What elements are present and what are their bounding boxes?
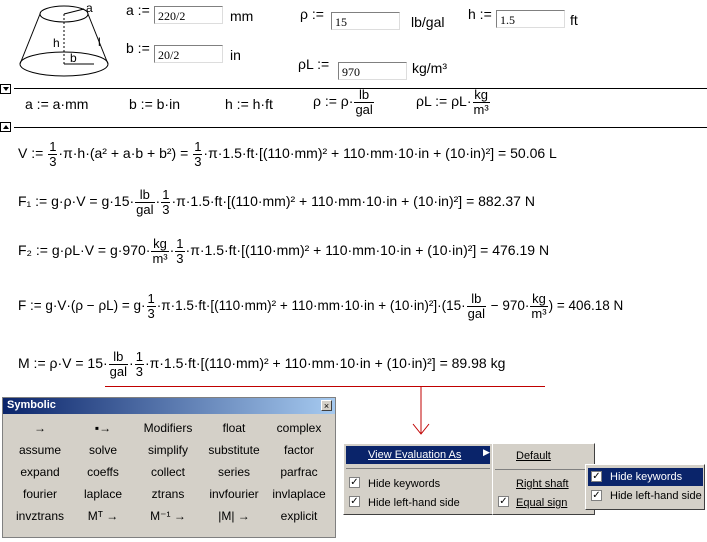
annotation-line xyxy=(105,386,545,387)
symbolic-button[interactable]: Mᵀ → xyxy=(87,509,119,523)
symbolic-button[interactable]: invlaplace xyxy=(272,487,326,501)
h-unit: ft xyxy=(570,12,578,28)
close-icon[interactable]: × xyxy=(321,400,332,411)
equation-mass: M := ρ·V = 15· $\frac{lb}{\text{gal}}$ · $\frac{1}{3}$ ·π·1.5·ft·[(110·mm)² + 110·mm·10·in + (10·in)²] = 89.98 kg xyxy=(18,349,506,379)
rho-def: ρ := ρ· $\frac{lb}{\text{gal}}$ xyxy=(313,87,373,117)
symbolic-title: Symbolic xyxy=(7,399,56,411)
rhoL-unit: kg/m³ xyxy=(412,60,447,76)
checkbox-icon[interactable]: ✓ xyxy=(350,477,359,488)
b-unit: in xyxy=(230,47,241,63)
submenu-item-right-shaft[interactable]: Right shaft xyxy=(516,478,569,490)
symbolic-button[interactable]: expand xyxy=(20,465,60,479)
a-label: a := xyxy=(126,2,150,18)
symbolic-button[interactable]: factor xyxy=(283,443,314,457)
symbolic-button[interactable]: → xyxy=(34,421,46,435)
checkbox-icon[interactable]: ✓ xyxy=(499,496,508,507)
symbolic-titlebar[interactable] xyxy=(3,398,335,414)
symbolic-button[interactable]: simplify xyxy=(147,443,188,457)
symbolic-button[interactable]: assume xyxy=(18,443,62,457)
symbolic-button[interactable]: fourier xyxy=(22,487,57,501)
menu-item-view-evaluation-label: View Evaluation As xyxy=(368,449,462,461)
alt-menu-item-hide-lhs[interactable]: Hide left-hand side xyxy=(610,490,702,502)
submenu-item-default[interactable]: Default xyxy=(516,450,551,462)
symbolic-button[interactable]: complex xyxy=(276,421,322,435)
figure-label-a: a xyxy=(86,1,93,15)
symbolic-button[interactable]: parfrac xyxy=(280,465,318,479)
equation-volume: V := $\frac{1}{3}$ ·π·h·(a² + a·b + b²) = $\frac{1}{3}$ ·π·1.5·ft·[(110·mm)² + 110·mm·10·in + (10·in)²] = 50.06 L xyxy=(18,139,557,169)
checkbox-icon[interactable]: ✓ xyxy=(592,490,601,501)
rho-label: ρ := xyxy=(300,6,324,22)
alt-menu-item-hide-keywords-label: Hide keywords xyxy=(610,471,683,483)
symbolic-button[interactable]: coeffs xyxy=(87,465,119,479)
rho-input[interactable]: 15 xyxy=(331,12,400,30)
symbolic-button[interactable]: ztrans xyxy=(151,487,185,501)
submenu-item-equal-sign[interactable]: Equal sign xyxy=(516,497,568,509)
figure-label-l: l xyxy=(98,35,101,49)
symbolic-button[interactable]: Modifiers xyxy=(143,421,193,435)
symbolic-button[interactable]: solve xyxy=(88,443,117,457)
h-label: h := xyxy=(468,6,492,22)
menu-separator xyxy=(346,468,490,469)
symbolic-button[interactable]: laplace xyxy=(83,487,123,501)
symbolic-button[interactable]: series xyxy=(217,465,250,479)
rhoL-label: ρL := xyxy=(298,56,330,72)
figure-label-b: b xyxy=(70,51,77,65)
checkbox-icon[interactable]: ✓ xyxy=(350,496,359,507)
rhoL-input[interactable]: 970 xyxy=(338,62,407,80)
area-collapse-marker[interactable] xyxy=(0,84,11,94)
symbolic-button[interactable]: |M| → xyxy=(218,509,250,523)
symbolic-button[interactable]: M⁻¹ → xyxy=(150,509,186,523)
checkbox-icon[interactable]: ✓ xyxy=(592,471,601,482)
symbolic-button[interactable]: collect xyxy=(150,465,185,479)
symbolic-button[interactable]: substitute xyxy=(208,443,260,457)
symbolic-button[interactable]: ▪→ xyxy=(94,421,112,435)
menu-item-hide-lhs[interactable]: Hide left-hand side xyxy=(368,497,460,509)
area-bottom-line xyxy=(14,127,707,128)
symbolic-button[interactable]: explicit xyxy=(280,509,318,523)
a-unit: mm xyxy=(230,8,254,24)
annotation-arrow-icon xyxy=(410,386,432,438)
rho-unit: lb/gal xyxy=(411,14,445,30)
symbolic-button[interactable]: invztrans xyxy=(15,509,65,523)
equation-f: F := g·V·(ρ − ρL) = g· $\frac{1}{3}$ ·π·1.5·ft·[(110·mm)² + 110·mm·10·in + (10·in)²]·(15· $\frac{lb}{\text{gal}}$ − 970· $\frac{kg}{\text{m³}}$ ) = 406.18 N xyxy=(18,291,624,321)
submenu-arrow-icon: ▶ xyxy=(483,447,490,457)
equation-f2: F₂ := g·ρL·V = g·970· $\frac{kg}{\text{m³}}$ · $\frac{1}{3}$ ·π·1.5·ft·[(110·mm)² + 110·mm·10·in + (10·in)²] = 476.19 N xyxy=(18,236,550,266)
h-def: h := h·ft xyxy=(225,96,273,112)
symbolic-button[interactable]: float xyxy=(222,421,246,435)
figure-label-h: h xyxy=(53,36,60,50)
b-def: b := b·in xyxy=(129,96,180,112)
a-input[interactable]: 220/2 xyxy=(154,6,223,24)
submenu-separator xyxy=(495,469,592,470)
symbolic-button[interactable]: invfourier xyxy=(209,487,259,501)
rhoL-def: ρL := ρL· $\frac{kg}{\text{m³}}$ xyxy=(416,87,489,117)
frustum-diagram xyxy=(18,0,110,80)
menu-item-hide-keywords[interactable]: Hide keywords xyxy=(368,478,441,490)
a-def: a := a·mm xyxy=(25,96,89,112)
equation-f1: F₁ := g·ρ·V = g·15· $\frac{lb}{\text{gal}}$ · $\frac{1}{3}$ ·π·1.5·ft·[(110·mm)² + 110·mm·10·in + (10·in)²] = 882.37 N xyxy=(18,187,535,217)
h-input[interactable]: 1.5 xyxy=(496,10,565,28)
b-input[interactable]: 20/2 xyxy=(154,45,223,63)
b-label: b := xyxy=(126,40,150,56)
area-expand-marker[interactable] xyxy=(0,122,11,132)
